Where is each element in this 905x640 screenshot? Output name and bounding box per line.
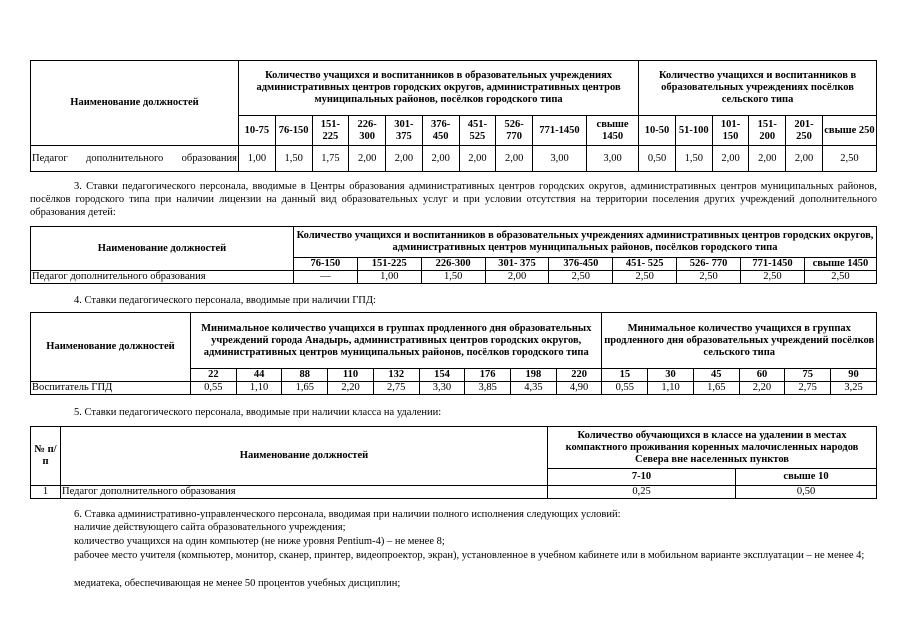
rural-value: 3,25: [831, 382, 877, 395]
value-cell: —: [294, 271, 358, 284]
range-header: 7-10: [548, 469, 736, 486]
range-header: 526- 770: [677, 258, 741, 271]
position-header: Наименование должностей: [61, 427, 548, 486]
rural-range: 101-150: [712, 116, 749, 146]
paragraph-4: 4. Ставки педагогического персонала, вводимые при наличии ГПД:: [74, 295, 376, 306]
staffing-table-2: [30, 226, 877, 284]
rural-count: 15: [602, 369, 648, 382]
urban-value: 1,65: [282, 382, 328, 395]
urban-range: свыше 1450: [587, 116, 639, 146]
rural-count-header: Количество учащихся и воспитанников в образовательных учреждениях посёлков сельского типа: [639, 61, 877, 116]
row-number: 1: [31, 486, 61, 499]
urban-value: 1,50: [275, 146, 312, 172]
urban-value: 3,85: [465, 382, 511, 395]
value-cell: 2,50: [677, 271, 741, 284]
urban-value: 2,00: [422, 146, 459, 172]
position-header: Наименование должностей: [31, 61, 239, 146]
staffing-table-4: [30, 426, 877, 499]
urban-range: 301-375: [386, 116, 423, 146]
urban-count: 44: [236, 369, 282, 382]
urban-range: 76-150: [275, 116, 312, 146]
urban-count: 154: [419, 369, 465, 382]
urban-min-header: Минимальное количество учащихся в группах продленного дня образовательных учреждений города Анадырь, административных центров городских округов, административных центров муниципальных районов, посёлков городского типа: [191, 313, 602, 369]
rural-range: 51-100: [675, 116, 712, 146]
value-cell: 1,00: [357, 271, 421, 284]
value-cell: 1,50: [421, 271, 485, 284]
range-header: 451- 525: [613, 258, 677, 271]
urban-value: 3,00: [587, 146, 639, 172]
rural-value: 0,50: [639, 146, 676, 172]
rural-value: 1,10: [648, 382, 694, 395]
staffing-table-3: [30, 312, 877, 395]
range-header: свыше 10: [736, 469, 877, 486]
paragraph-5: 5. Ставки педагогического персонала, вводимые при наличии класса на удалении:: [74, 407, 442, 418]
urban-value: 2,00: [496, 146, 533, 172]
urban-count: 220: [556, 369, 602, 382]
urban-count: 132: [373, 369, 419, 382]
rural-value: 1,50: [675, 146, 712, 172]
range-header: 376-450: [549, 258, 613, 271]
rural-count: 45: [693, 369, 739, 382]
value-cell: 2,50: [613, 271, 677, 284]
value-cell: 0,25: [548, 486, 736, 499]
rural-value: 2,50: [822, 146, 876, 172]
rural-count: 60: [739, 369, 785, 382]
paragraph-6: 6. Ставка административно-управленческого персонала, вводимая при наличии полного исполнения следующих условий:: [74, 509, 621, 520]
condition-computers: количество учащихся на один компьютер (не ниже уровня Pentium-4) – не менее 8;: [74, 536, 445, 547]
staffing-table-1: [30, 60, 877, 172]
rural-range: 10-50: [639, 116, 676, 146]
urban-range: 526-770: [496, 116, 533, 146]
value-cell: 2,50: [549, 271, 613, 284]
urban-range: 376-450: [422, 116, 459, 146]
position-header: Наименование должностей: [31, 227, 294, 271]
number-header: № п/п: [31, 427, 61, 486]
rural-count: 75: [785, 369, 831, 382]
urban-count: 176: [465, 369, 511, 382]
urban-range: 151-225: [312, 116, 349, 146]
row-label: Педагог дополнительного образования: [61, 486, 548, 499]
urban-value: 4,35: [511, 382, 557, 395]
urban-value: 2,00: [349, 146, 386, 172]
urban-value: 1,75: [312, 146, 349, 172]
range-header: 771-1450: [741, 258, 805, 271]
rural-value: 2,20: [739, 382, 785, 395]
urban-range: 10-75: [239, 116, 276, 146]
range-header: 76-150: [294, 258, 358, 271]
rural-min-header: Минимальное количество учащихся в группах продленного дня образовательных учреждений посёлков сельского типа: [602, 313, 877, 369]
row-label: Педагог дополнительного образования: [31, 271, 294, 284]
value-cell: 2,00: [485, 271, 549, 284]
condition-workplace: рабочее место учителя (компьютер, монитор, сканер, принтер, видеопроектор, экран), установленное в учебном кабинете или в мобильном варианте эксплуатации – не менее 4;: [74, 550, 865, 561]
urban-count: 22: [191, 369, 237, 382]
urban-count-header: Количество учащихся и воспитанников в образовательных учреждениях административных центров городских округов, административных центров муниципальных районов, посёлков городского типа: [239, 61, 639, 116]
rural-range: 151-200: [749, 116, 786, 146]
range-header: свыше 1450: [804, 258, 876, 271]
condition-website: наличие действующего сайта образовательного учреждения;: [74, 522, 346, 533]
count-header: Количество обучающихся в классе на удалении в местах компактного проживания коренных малочисленных народов Севера вне населенных пунктов: [548, 427, 877, 469]
row-label: Педагог дополнительного образования: [31, 146, 239, 172]
range-header: 301- 375: [485, 258, 549, 271]
rural-count: 90: [831, 369, 877, 382]
urban-value: 2,00: [386, 146, 423, 172]
urban-value: 1,00: [239, 146, 276, 172]
urban-range: 226-300: [349, 116, 386, 146]
urban-value: 0,55: [191, 382, 237, 395]
rural-value: 1,65: [693, 382, 739, 395]
urban-value: 1,10: [236, 382, 282, 395]
urban-value: 3,00: [533, 146, 587, 172]
rural-range: 201-250: [786, 116, 823, 146]
value-cell: 2,50: [741, 271, 805, 284]
urban-count: 110: [328, 369, 374, 382]
rural-count: 30: [648, 369, 694, 382]
rural-value: 2,00: [749, 146, 786, 172]
rural-value: 0,55: [602, 382, 648, 395]
rural-value: 2,00: [786, 146, 823, 172]
rural-value: 2,75: [785, 382, 831, 395]
value-cell: 2,50: [804, 271, 876, 284]
urban-count: 88: [282, 369, 328, 382]
range-header: 226-300: [421, 258, 485, 271]
urban-value: 2,00: [459, 146, 496, 172]
position-header: Наименование должностей: [31, 313, 191, 382]
condition-media-library: медиатека, обеспечивающая не менее 50 процентов учебных дисциплин;: [74, 578, 401, 589]
urban-range: 771-1450: [533, 116, 587, 146]
value-cell: 0,50: [736, 486, 877, 499]
urban-value: 4,90: [556, 382, 602, 395]
row-label: Воспитатель ГПД: [31, 382, 191, 395]
count-header: Количество учащихся и воспитанников в образовательных учреждениях административных центров городских округов, административных центров муниципальных районов, посёлков городского типа: [294, 227, 877, 258]
rural-range: свыше 250: [822, 116, 876, 146]
rural-value: 2,00: [712, 146, 749, 172]
range-header: 151-225: [357, 258, 421, 271]
urban-range: 451-525: [459, 116, 496, 146]
urban-value: 2,75: [373, 382, 419, 395]
urban-value: 2,20: [328, 382, 374, 395]
urban-count: 198: [511, 369, 557, 382]
paragraph-3: 3. Ставки педагогического персонала, вводимые в Центры образования административных центров городских округов, административных центров муниципальных районов, посёлков городского типа при наличии лицензии на данный вид образовательных услуг и при условии отсутствия на территории поселения других учреждений дополнительного образования детей:: [30, 181, 877, 218]
urban-value: 3,30: [419, 382, 465, 395]
